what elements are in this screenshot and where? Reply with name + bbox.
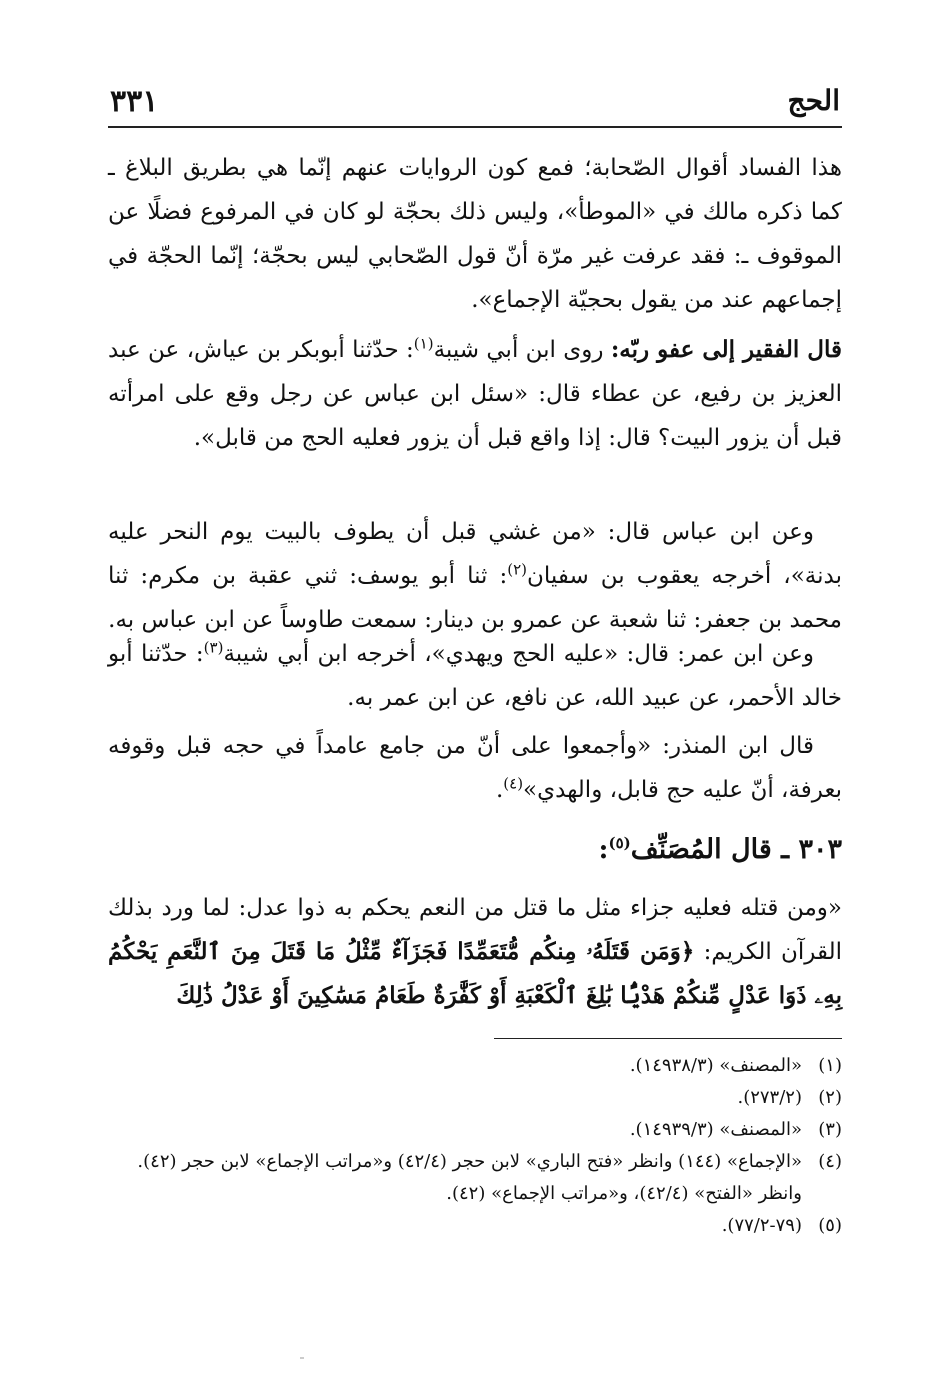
footnote-number: (٢) xyxy=(818,1087,842,1108)
footnote-number: (٣) xyxy=(818,1119,842,1140)
paragraph-text: روى ابن أبي شيبة xyxy=(433,337,604,363)
footnote-2 xyxy=(108,1082,842,1114)
footnote-text: «الإجماع» (١٤٤) وانظر «فتح الباري» لابن حجر (٤٢/٤) و«مراتب الإجماع» لابن حجر (٤٢). xyxy=(137,1151,802,1172)
section-heading xyxy=(599,834,842,865)
footnote-5 xyxy=(108,1210,842,1242)
paragraph-text: : حدّثنا أبوبكر بن عياش، عن عبد العزيز بن رفيع، عن عطاء قال: «سئل ابن عباس عن رجل وقع على امرأته قبل أن يزور البيت؟ قال: إذا واقع قبل أن يزور فعليه الحج من قابل». xyxy=(108,337,842,451)
chapter-title: الحج xyxy=(787,84,840,117)
footnote-3 xyxy=(108,1114,842,1146)
header-rule xyxy=(108,126,842,128)
footnote-ref-5[interactable]: (٥) xyxy=(608,834,631,852)
paragraph-1 xyxy=(108,146,842,322)
footnote-number: (١) xyxy=(818,1055,842,1076)
paragraph-text: : حدّثنا أبو خالد الأحمر، عن عبيد الله، عن نافع، عن ابن عمر به. xyxy=(108,641,842,711)
paragraph-text: وعن ابن عمر: قال: «عليه الحج ويهدي»، أخرجه ابن أبي شيبة xyxy=(223,641,814,667)
page-header xyxy=(110,84,840,124)
section-heading-text: ٣٠٣ ـ قال المُصَنِّف xyxy=(630,834,842,865)
section-heading-colon: : xyxy=(598,834,609,865)
paragraph-text: وعن ابن عباس قال: «من غشي قبل أن يطوف بالبيت يوم النحر عليه بدنة»، أخرجه يعقوب بن سفيان xyxy=(108,519,842,589)
paragraph-3 xyxy=(108,510,842,642)
paragraph-5 xyxy=(108,724,842,812)
paragraph-text: قال ابن المنذر: «وأجمعوا على أنّ من جامع عامداً في حجه قبل وقوفه بعرفة، أنّ عليه حج قابل، والهدي» xyxy=(108,733,842,803)
page-number: ٣٣١ xyxy=(110,84,159,119)
paragraph-2 xyxy=(108,328,842,460)
footnote-ref-1[interactable]: (١) xyxy=(413,334,434,353)
footnote-ref-2[interactable]: (٢) xyxy=(507,560,527,579)
paragraph-text: : ثنا أبو يوسف: ثني عقبة بن مكرم: ثنا محمد بن جعفر: ثنا شعبة عن عمرو بن دينار: سمعت طاوساً عن ابن عباس به. xyxy=(108,563,842,633)
author-lead: قال الفقير إلى عفو ربّه: xyxy=(610,336,843,363)
footnote-ref-3[interactable]: (٣) xyxy=(203,638,224,657)
footnotes xyxy=(108,1050,842,1242)
paragraph-4 xyxy=(108,632,842,720)
paragraph-text: هذا الفساد أقوال الصّحابة؛ فمع كون الروايات عنهم إنّما هي بطريق البلاغ ـ كما ذكره مالك في «الموطأ»، وليس ذلك بحجّة لو كان في المرفوع فضلًا عن الموقوف ـ: فقد عرفت غير مرّة أنّ قول الصّحابي ليس بحجّة؛ إنّما الحجّة في إجماعهم عند من يقول بحجيّة الإجماع». xyxy=(108,155,842,313)
footnote-text: (٢٧٣/٢). xyxy=(737,1087,802,1108)
footnote-number: (٥) xyxy=(818,1215,842,1236)
footnote-text: «المصنف» (١٤٩٣٩/٣). xyxy=(629,1119,802,1140)
footnote-1 xyxy=(108,1050,842,1082)
footnote-text: «المصنف» (١٤٩٣٨/٣). xyxy=(629,1055,802,1076)
footnote-divider xyxy=(494,1038,842,1039)
paragraph-text: . xyxy=(495,777,504,803)
footnote-ref-4[interactable]: (٤) xyxy=(503,774,524,793)
quran-verse: ﴿وَمَن قَتَلَهُۥ مِنكُم مُّتَعَمِّدًا فَجَزَآءٌ مِّثْلُ مَا قَتَلَ مِنَ ٱلنَّعَمِ يَحْكُمُ بِهِۦ ذَوَا عَدْلٍ مِّنكُمْ هَدْيًۢا بَٰلِغَ ٱلْكَعْبَةِ أَوْ كَفَّٰرَةٌ طَعَامُ مَسَٰكِينَ أَوْ عَدْلُ ذَٰلِكَ xyxy=(108,938,842,1009)
footnote-number: (٤) xyxy=(818,1151,842,1172)
paragraph-text: «ومن قتله فعليه جزاء مثل ما قتل من النعم يحكم به ذوا عدل: لما ورد بذلك القرآن الكريم: xyxy=(108,895,843,965)
footnote-text: (٧٩-٧٧/٢). xyxy=(721,1215,802,1236)
footnote-4-continuation: وانظر «الفتح» (٤٢/٤)، و«مراتب الإجماع» (٤٢). xyxy=(446,1183,802,1204)
scan-speck xyxy=(300,1357,304,1359)
paragraph-6 xyxy=(108,886,842,1018)
footnote-4 xyxy=(108,1146,842,1178)
